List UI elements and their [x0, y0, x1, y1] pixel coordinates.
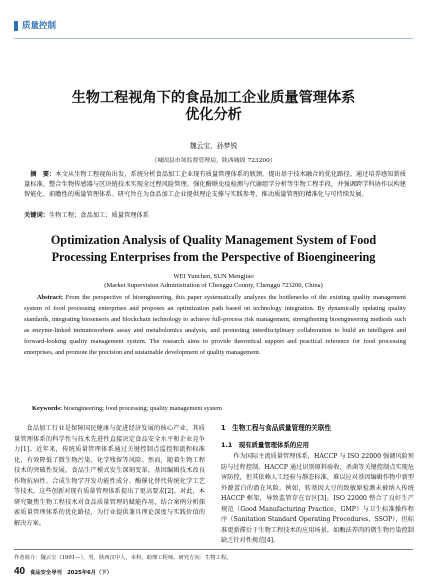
cn-title-line2: 优化分析 — [185, 107, 242, 123]
body-left-column: 食品加工行业是保障国民健康与促进经济发展的核心产业，其质量管理体系的科学性与技术先进性直接决定食品安全水平和企业竞争力[1]。近年来，传统质量管理体系通过关键控制点监控和流程标准化，有效降低了微生物污染、化学残留等风险。然而，随着生物工程技术的突破性发展，食品生产模式发生深刻变革，基因编辑技术改良作物抗病性、合成生物学开发功能性成分、酶催化替代传统化学工艺等技术，这些创新对现有质量管理体系提出了更高要求[2]。对此，本研究聚焦生物工程技术对食品质量管理的赋能作用，结合案例分析探索质量管理体系的优化路径，为行业提供兼具理论深度与实践价值的解决方案。 — [14, 425, 205, 527]
header-rule — [14, 38, 413, 39]
cn-affiliation: （城固县市场监督管理局，陕西城固 723200） — [151, 158, 276, 164]
footnote-rule — [14, 549, 413, 550]
en-keywords — [32, 405, 406, 412]
journal-name: 食品安全导刊 2025年6月（下） — [30, 570, 112, 576]
en-keywords-label: Keywords: — [32, 405, 63, 412]
author-footnote: 作者简介：魏云宝（1991—），男，陕西汉中人，本科，助理工程师。研究方向：生物工程。 — [14, 555, 232, 561]
en-abstract — [24, 293, 406, 358]
body-right-column: 作为国际主流质量管理体系，HACCP 与 ISO 22000 强调风险预防与过程控制。HACCP 通过识别原料验收、杀菌等关键控制点实现危害防控，但其依赖人工经验与静态标准，难以应对基因编辑作物中新型外源蛋白的潜在风险。例如，转基因大豆的致敏原检测未被纳入传统 HACCP 框架，导致监管存在盲区[3]。ISO 22000 整合了良好生产规范（Good Manufacturing Practice，GMP）与卫生标准操作程序（Sanitation Standard Operating Procedures，SSOP），但标准更新滞后于生物工程技术的应用场景，如酶法养肉的微生物污染控制缺乏针对性规范[4]。 — [221, 453, 414, 545]
section-tag — [14, 19, 94, 35]
cn-keywords — [24, 210, 406, 219]
section-tag-label: 质量控制 — [22, 21, 57, 31]
page-number: 40 — [14, 566, 26, 577]
section-heading-1: 1 生物工程与食品质量管理的关联性 — [221, 424, 332, 432]
en-affiliation: (Market Supervision Administration of Chenggu County, Chenggu 723200, China) — [104, 282, 323, 289]
en-authors: WEI Yunchen, SUN Mengjiao — [173, 273, 254, 280]
en-keywords-text: bioengineering; food processing; quality management system — [63, 405, 222, 412]
page-footer — [14, 566, 214, 576]
en-abstract-text: From the perspective of bioengineering, this paper systematically analyzes the bottlenecks of the existing quality management system of food processing enterprises and proposes an optimization path based on technology integration. By dynamically updating quality standards, integrating biosensors and blockchain technology to achieve full-process risk management, strengthening bioengineering methods such as enzyme-linked immunosorbent assay and metabolomics analysis, and promoting interdisciplinary collaboration to build an intelligent and forward-looking quality management system. The research aims to provide theoretical support and practical reference for food processing enterprises, and promote the precision and sustainable development of quality management. — [24, 294, 407, 356]
en-title-line2: Processing Enterprises from the Perspective of Bioengineering — [51, 250, 376, 264]
cn-authors: 魏云宝，孙梦锐 — [189, 142, 238, 150]
cn-keywords-text: 生物工程；食品加工；质量管理体系 — [49, 212, 149, 219]
cn-keywords-label: 关键词： — [24, 212, 49, 219]
section-heading-1-1: 1.1 现有质量管理体系的应用 — [221, 441, 310, 449]
section-tag-bar — [14, 21, 18, 31]
cn-title-line1: 生物工程视角下的食品加工企业质量管理体系 — [71, 90, 356, 106]
en-abstract-label: Abstract: — [36, 294, 63, 301]
en-title-line1: Optimization Analysis of Quality Management System of Food — [50, 233, 377, 247]
cn-abstract — [24, 170, 406, 200]
cn-abstract-label: 摘 要： — [30, 171, 56, 178]
cn-abstract-text: 本文从生物工程视角出发，系统分析食品加工企业现有质量管理体系的瓶颈，提出基于技术融合的优化路径。通过培养感知新质量标准，整合生物传感器与区块链技术实现全过程风险管理，强化酶联免疫检测与代谢组学分析等生物工程手段，并强调跨学科协作以构建智能化、前瞻性的质量管理体系。研究旨在为食品加工企业提供理论支撑与实践参考，推动质量管理的精准化与可持续发展。 — [24, 171, 407, 198]
